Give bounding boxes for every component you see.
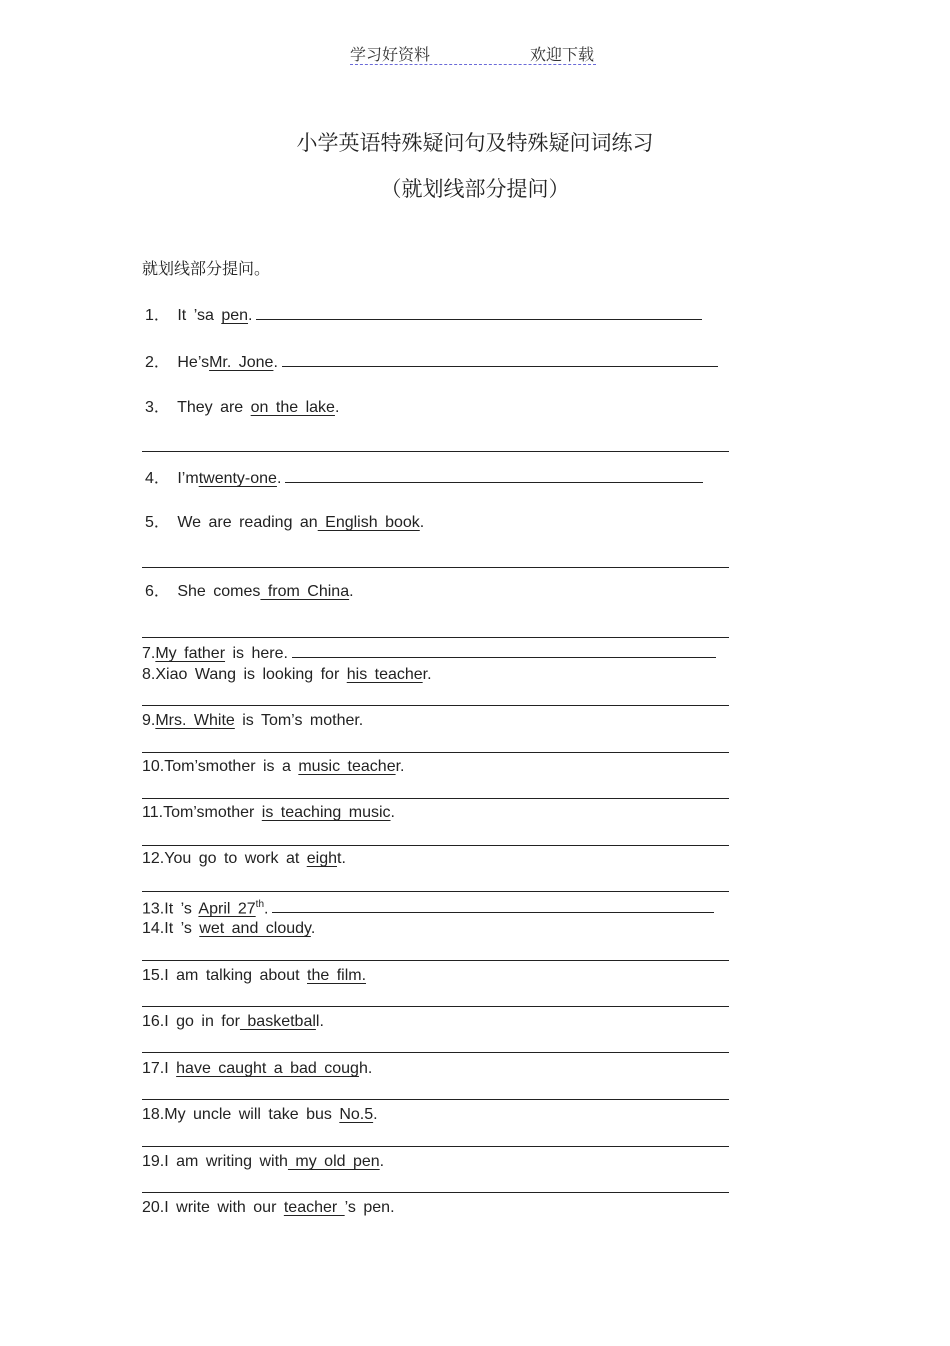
answer-blank[interactable] xyxy=(256,304,702,320)
answer-line[interactable] xyxy=(142,1099,729,1100)
answer-line[interactable] xyxy=(142,1052,729,1053)
question-14: 14.It ’s wet and cloudy. xyxy=(142,920,316,937)
answer-line[interactable] xyxy=(142,1006,729,1007)
question-10: 10.Tom’smother is a music teacher. xyxy=(142,758,405,775)
question-9: 9.Mrs. White is Tom’s mother. xyxy=(142,712,364,729)
answer-line[interactable] xyxy=(142,960,729,961)
instruction: 就划线部分提问。 xyxy=(142,259,271,278)
question-2: 2． He’sMr. Jone. xyxy=(145,351,718,373)
answer-line[interactable] xyxy=(142,891,729,892)
answer-line[interactable] xyxy=(142,567,729,568)
question-17: 17.I have caught a bad cough. xyxy=(142,1060,373,1077)
question-8: 8.Xiao Wang is looking for his teacher. xyxy=(142,666,432,683)
answer-line[interactable] xyxy=(142,705,729,706)
answer-blank[interactable] xyxy=(272,897,714,913)
question-7: 7.My father is here. xyxy=(142,642,716,664)
question-3: 3． They are on the lake. xyxy=(145,399,340,416)
answer-blank[interactable] xyxy=(292,642,716,658)
question-1: 1． It ’sa pen. xyxy=(145,304,702,326)
answer-line[interactable] xyxy=(142,1192,729,1193)
answer-line[interactable] xyxy=(142,451,729,452)
question-18: 18.My uncle will take bus No.5. xyxy=(142,1106,378,1123)
question-16: 16.I go in for basketball. xyxy=(142,1013,324,1030)
answer-line[interactable] xyxy=(142,798,729,799)
question-13: 13.It ’s April 27th. xyxy=(142,895,714,919)
question-15: 15.I am talking about the film. xyxy=(142,967,367,984)
answer-line[interactable] xyxy=(142,1146,729,1147)
page-title: 小学英语特殊疑问句及特殊疑问词练习 xyxy=(296,131,654,155)
answer-blank[interactable] xyxy=(282,351,718,367)
question-4: 4． I’mtwenty-one. xyxy=(145,467,703,489)
answer-line[interactable] xyxy=(142,752,729,753)
answer-line[interactable] xyxy=(142,845,729,846)
header-left: 学习好资料 xyxy=(350,45,431,64)
answer-line[interactable] xyxy=(142,637,729,638)
page-subtitle: （就划线部分提问） xyxy=(380,177,570,201)
question-20: 20.I write with our teacher ’s pen. xyxy=(142,1199,395,1216)
page-header xyxy=(350,40,596,65)
question-19: 19.I am writing with my old pen. xyxy=(142,1153,385,1170)
question-6: 6． She comes from China. xyxy=(145,583,354,600)
answer-blank[interactable] xyxy=(285,467,703,483)
question-5: 5． We are reading an English book. xyxy=(145,514,425,531)
header-right: 欢迎下载 xyxy=(529,45,594,64)
question-11: 11.Tom’smother is teaching music. xyxy=(142,804,395,821)
question-12: 12.You go to work at eight. xyxy=(142,850,346,867)
